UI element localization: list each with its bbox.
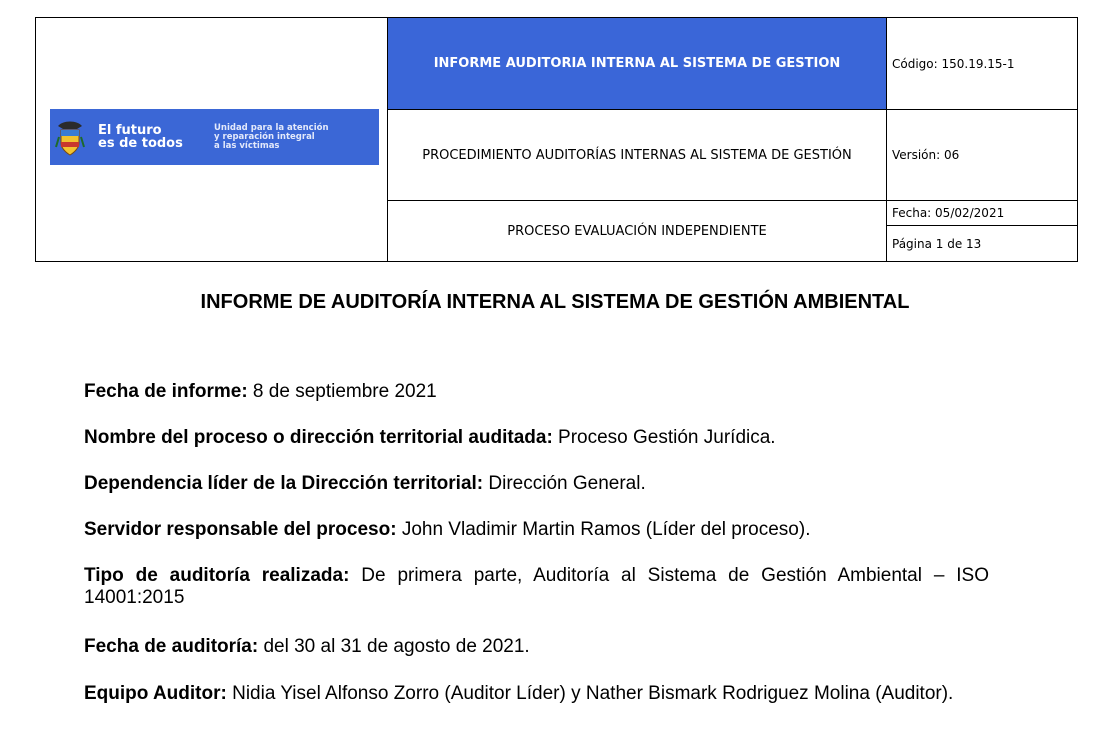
unit-name xyxy=(214,124,329,151)
field-value: Proceso Gestión Jurídica. xyxy=(552,427,776,448)
field-report-date xyxy=(84,381,1014,403)
field-value: John Vladimir Martin Ramos (Líder del proceso). xyxy=(396,519,811,540)
field-label: Nombre del proceso o dirección territorial auditada: xyxy=(84,427,553,448)
field-label: Equipo Auditor: xyxy=(84,683,227,704)
field-label: Fecha de auditoría: xyxy=(84,636,259,657)
field-audit-date xyxy=(84,636,1014,658)
slogan-line-2: es de todos xyxy=(98,136,183,151)
institution-logo xyxy=(50,109,379,165)
field-label: Tipo de auditoría realizada: xyxy=(84,565,350,586)
unit-name-line-1: Unidad para la atención xyxy=(214,122,329,133)
page-number-cell: Página 1 de 13 xyxy=(892,237,982,251)
unit-name-line-3: a las víctimas xyxy=(214,140,280,151)
field-audit-team xyxy=(84,683,989,705)
colombia-coat-of-arms-icon xyxy=(50,109,90,165)
date-cell: Fecha: 05/02/2021 xyxy=(892,206,1005,220)
field-audited-process xyxy=(84,427,1014,449)
field-label: Fecha de informe: xyxy=(84,381,248,402)
field-value: 8 de septiembre 2021 xyxy=(247,381,437,402)
report-title-cell: INFORME AUDITORIA INTERNA AL SISTEMA DE GESTION xyxy=(388,18,886,109)
field-value: Dirección General. xyxy=(483,473,646,494)
field-audit-type xyxy=(84,565,989,609)
field-lead-dependency xyxy=(84,473,1014,495)
version-cell: Versión: 06 xyxy=(892,148,960,162)
procedure-cell: PROCEDIMIENTO AUDITORÍAS INTERNAS AL SISTEMA DE GESTIÓN xyxy=(422,147,852,163)
government-slogan xyxy=(98,124,198,150)
slogan-line-1: El futuro xyxy=(98,123,162,138)
field-value: De primera parte, Auditoría al Sistema de Gestión Ambiental – ISO 14001:2015 xyxy=(84,565,989,608)
field-value: Nidia Yisel Alfonso Zorro (Auditor Líder) y Nather Bismark Rodriguez Molina (Auditor). xyxy=(226,683,954,704)
field-label: Servidor responsable del proceso: xyxy=(84,519,397,540)
field-value: del 30 al 31 de agosto de 2021. xyxy=(258,636,530,657)
code-cell: Código: 150.19.15-1 xyxy=(892,56,1015,71)
unit-name-line-2: y reparación integral xyxy=(214,131,315,142)
process-cell: PROCESO EVALUACIÓN INDEPENDIENTE xyxy=(507,224,767,239)
field-responsible-servant xyxy=(84,519,1014,541)
document-title: INFORME DE AUDITORÍA INTERNA AL SISTEMA DE GESTIÓN AMBIENTAL xyxy=(200,291,910,313)
field-label: Dependencia líder de la Dirección territorial: xyxy=(84,473,484,494)
document-header-table xyxy=(35,17,1078,262)
